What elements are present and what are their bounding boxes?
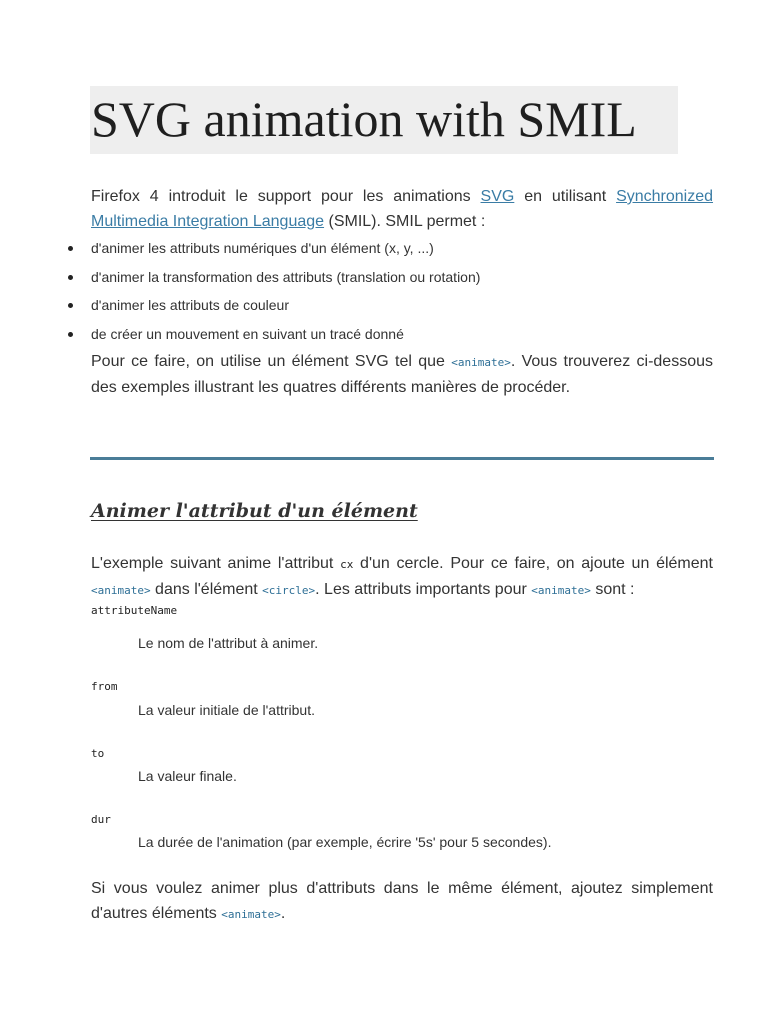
intro-text: en utilisant <box>514 188 617 205</box>
paragraph-text: . Vous trouverez ci-dessous des exemples illustrant les quatres différents manières de procéder. <box>91 353 713 396</box>
paragraph-text: Pour ce faire, on utilise un élément SVG tel que <box>91 353 452 370</box>
list-item-text: d'animer les attributs numériques d'un élément (x, y, ...) <box>91 240 434 256</box>
inline-code: <animate> <box>531 584 591 597</box>
paragraph-text: sont : <box>590 581 635 598</box>
inline-code: cx <box>340 558 354 571</box>
bullet-icon <box>68 303 73 308</box>
list-item <box>60 320 700 349</box>
paragraph-text: . <box>280 905 286 922</box>
definition-term: to <box>91 747 105 760</box>
paragraph-text: . Les attributs importants pour <box>315 581 532 598</box>
feature-list <box>60 234 700 348</box>
paragraph-text: Si vous voulez animer plus d'attributs dans le même élément, ajoutez simplement d'autres éléments <box>91 880 713 922</box>
closing-paragraph <box>91 876 713 927</box>
section-heading: Animer l'attribut d'un élément <box>91 500 418 522</box>
page-title: SVG animation with SMIL <box>91 91 637 147</box>
method-paragraph <box>91 349 713 400</box>
svg-link[interactable]: SVG <box>480 188 515 205</box>
inline-code: <animate> <box>451 356 511 369</box>
section-divider <box>90 457 714 460</box>
definition-term: from <box>91 680 118 693</box>
inline-code: <animate> <box>91 584 151 597</box>
list-item <box>60 263 700 292</box>
bullet-icon <box>68 246 73 251</box>
inline-code: <animate> <box>221 908 281 921</box>
list-item-text: d'animer la transformation des attributs (translation ou rotation) <box>91 268 481 285</box>
definition-description: La durée de l'animation (par exemple, écrire '5s' pour 5 secondes). <box>138 834 552 850</box>
list-item-text: d'animer les attributs de couleur <box>91 297 289 314</box>
bullet-icon <box>68 275 73 280</box>
list-item <box>60 234 700 263</box>
inline-code: <circle> <box>262 584 316 597</box>
definition-term: dur <box>91 813 111 826</box>
intro-paragraph <box>91 184 713 234</box>
paragraph-text: d'un cercle. Pour ce faire, on ajoute un élément <box>353 555 713 572</box>
intro-text: Firefox 4 introduit le support pour les animations <box>91 188 481 205</box>
smil-link[interactable]: Synchronized Multimedia Integration Language <box>91 188 714 230</box>
definition-description: La valeur finale. <box>138 768 237 784</box>
paragraph-text: L'exemple suivant anime l'attribut <box>91 555 341 572</box>
bullet-icon <box>68 332 73 337</box>
definition-term: attributeName <box>91 604 178 617</box>
example-paragraph <box>91 551 713 603</box>
definition-description: Le nom de l'attribut à animer. <box>138 635 319 651</box>
paragraph-text: dans l'élément <box>150 581 263 598</box>
definition-description: La valeur initiale de l'attribut. <box>138 702 315 718</box>
intro-text: (SMIL). SMIL permet : <box>324 213 486 230</box>
list-item <box>60 291 700 320</box>
list-item-text: de créer un mouvement en suivant un tracé donné <box>91 325 404 342</box>
